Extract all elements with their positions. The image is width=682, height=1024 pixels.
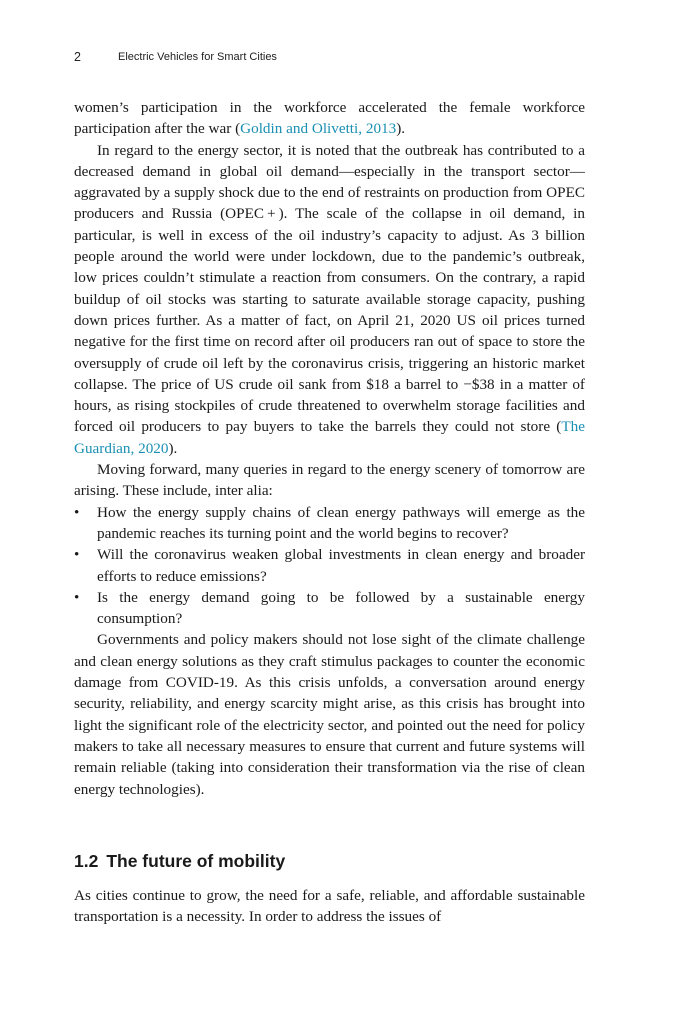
bullet-item	[74, 544, 585, 587]
running-head	[74, 50, 585, 68]
bullet-list	[74, 502, 585, 630]
paragraph-1-text: women’s participation in the workforce accelerated the female workforce participation after the war (	[74, 99, 585, 138]
section-heading	[74, 851, 285, 872]
paragraph-1	[74, 97, 585, 140]
citation-guardian[interactable]: The Guardian, 2020	[74, 418, 585, 457]
paragraph-2	[74, 140, 585, 459]
section-paragraph-1: As cities continue to grow, the need for a safe, reliable, and affordable sustainable transportation is a necessity. In order to address the issues of	[74, 887, 585, 926]
bullet-text: Is the energy demand going to be followed by a sustainable energy consumption?	[97, 588, 585, 628]
paragraph-1-end: ).	[396, 120, 406, 138]
section-number: 1.2	[74, 851, 99, 871]
bullet-item	[74, 502, 585, 545]
section-body	[74, 885, 585, 928]
bullet-item	[74, 587, 585, 630]
paragraph-2-end: ).	[168, 439, 178, 457]
body-text	[74, 97, 585, 800]
bullet-text: Will the coronavirus weaken global investments in clean energy and broader efforts to reduce emissions?	[97, 546, 585, 585]
section-title: The future of mobility	[106, 851, 286, 871]
running-title: Electric Vehicles for Smart Cities	[118, 51, 277, 63]
bullet-icon: •	[74, 588, 80, 606]
bullet-icon: •	[74, 503, 80, 521]
bullet-text: How the energy supply chains of clean energy pathways will emerge as the pandemic reaches its turning point and the world begins to recover?	[97, 503, 585, 542]
paragraph-3: Moving forward, many queries in regard to the energy scenery of tomorrow are arising. These include, inter alia:	[74, 461, 585, 500]
citation-goldin-olivetti[interactable]: Goldin and Olivetti, 2013	[240, 120, 397, 138]
page-number: 2	[74, 50, 81, 64]
bullet-icon: •	[74, 546, 80, 564]
paragraph-2-text: In regard to the energy sector, it is noted that the outbreak has contributed to a decreased demand in global oil demand—especially in the transport sector—aggravated by a supply shock due to the end of restraints on production from OPEC producers and Russia (OPEC + ). The scale of the collapse in oil demand, in particular, is well in excess of the oil industry’s capacity to adjust. As 3 billion people around the world were under lockdown, due to the pandemic’s outbreak, low prices couldn’t stimulate a reaction from consumers. On the contrary, a rapid buildup of oil stocks was starting to saturate available storage capacity, pushing down prices further. As a matter of fact, on April 21, 2020 US oil prices turned negative for the first time on record after oil producers ran out of space to store the oversupply of crude oil left by the coronavirus crisis, triggering an historic market collapse. The price of US crude oil sank from $18 a barrel to −$38 in a matter of hours, as rising stockpiles of crude threatened to overwhelm storage facilities and forced oil producers to pay buyers to take the barrels they could not store (	[74, 141, 585, 436]
paragraph-4: Governments and policy makers should not lose sight of the climate challenge and clean energy solutions as they craft stimulus packages to counter the economic damage from COVID-19. As this crisis unfolds, a conversation around energy security, reliability, and energy scarcity might arise, as this crisis has brought into light the significant role of the electricity sector, and pointed out the need for policy makers to take all necessary measures to ensure that current and future systems will remain reliable (taking into consideration their transformation via the rise of clean energy technologies).	[74, 631, 585, 798]
